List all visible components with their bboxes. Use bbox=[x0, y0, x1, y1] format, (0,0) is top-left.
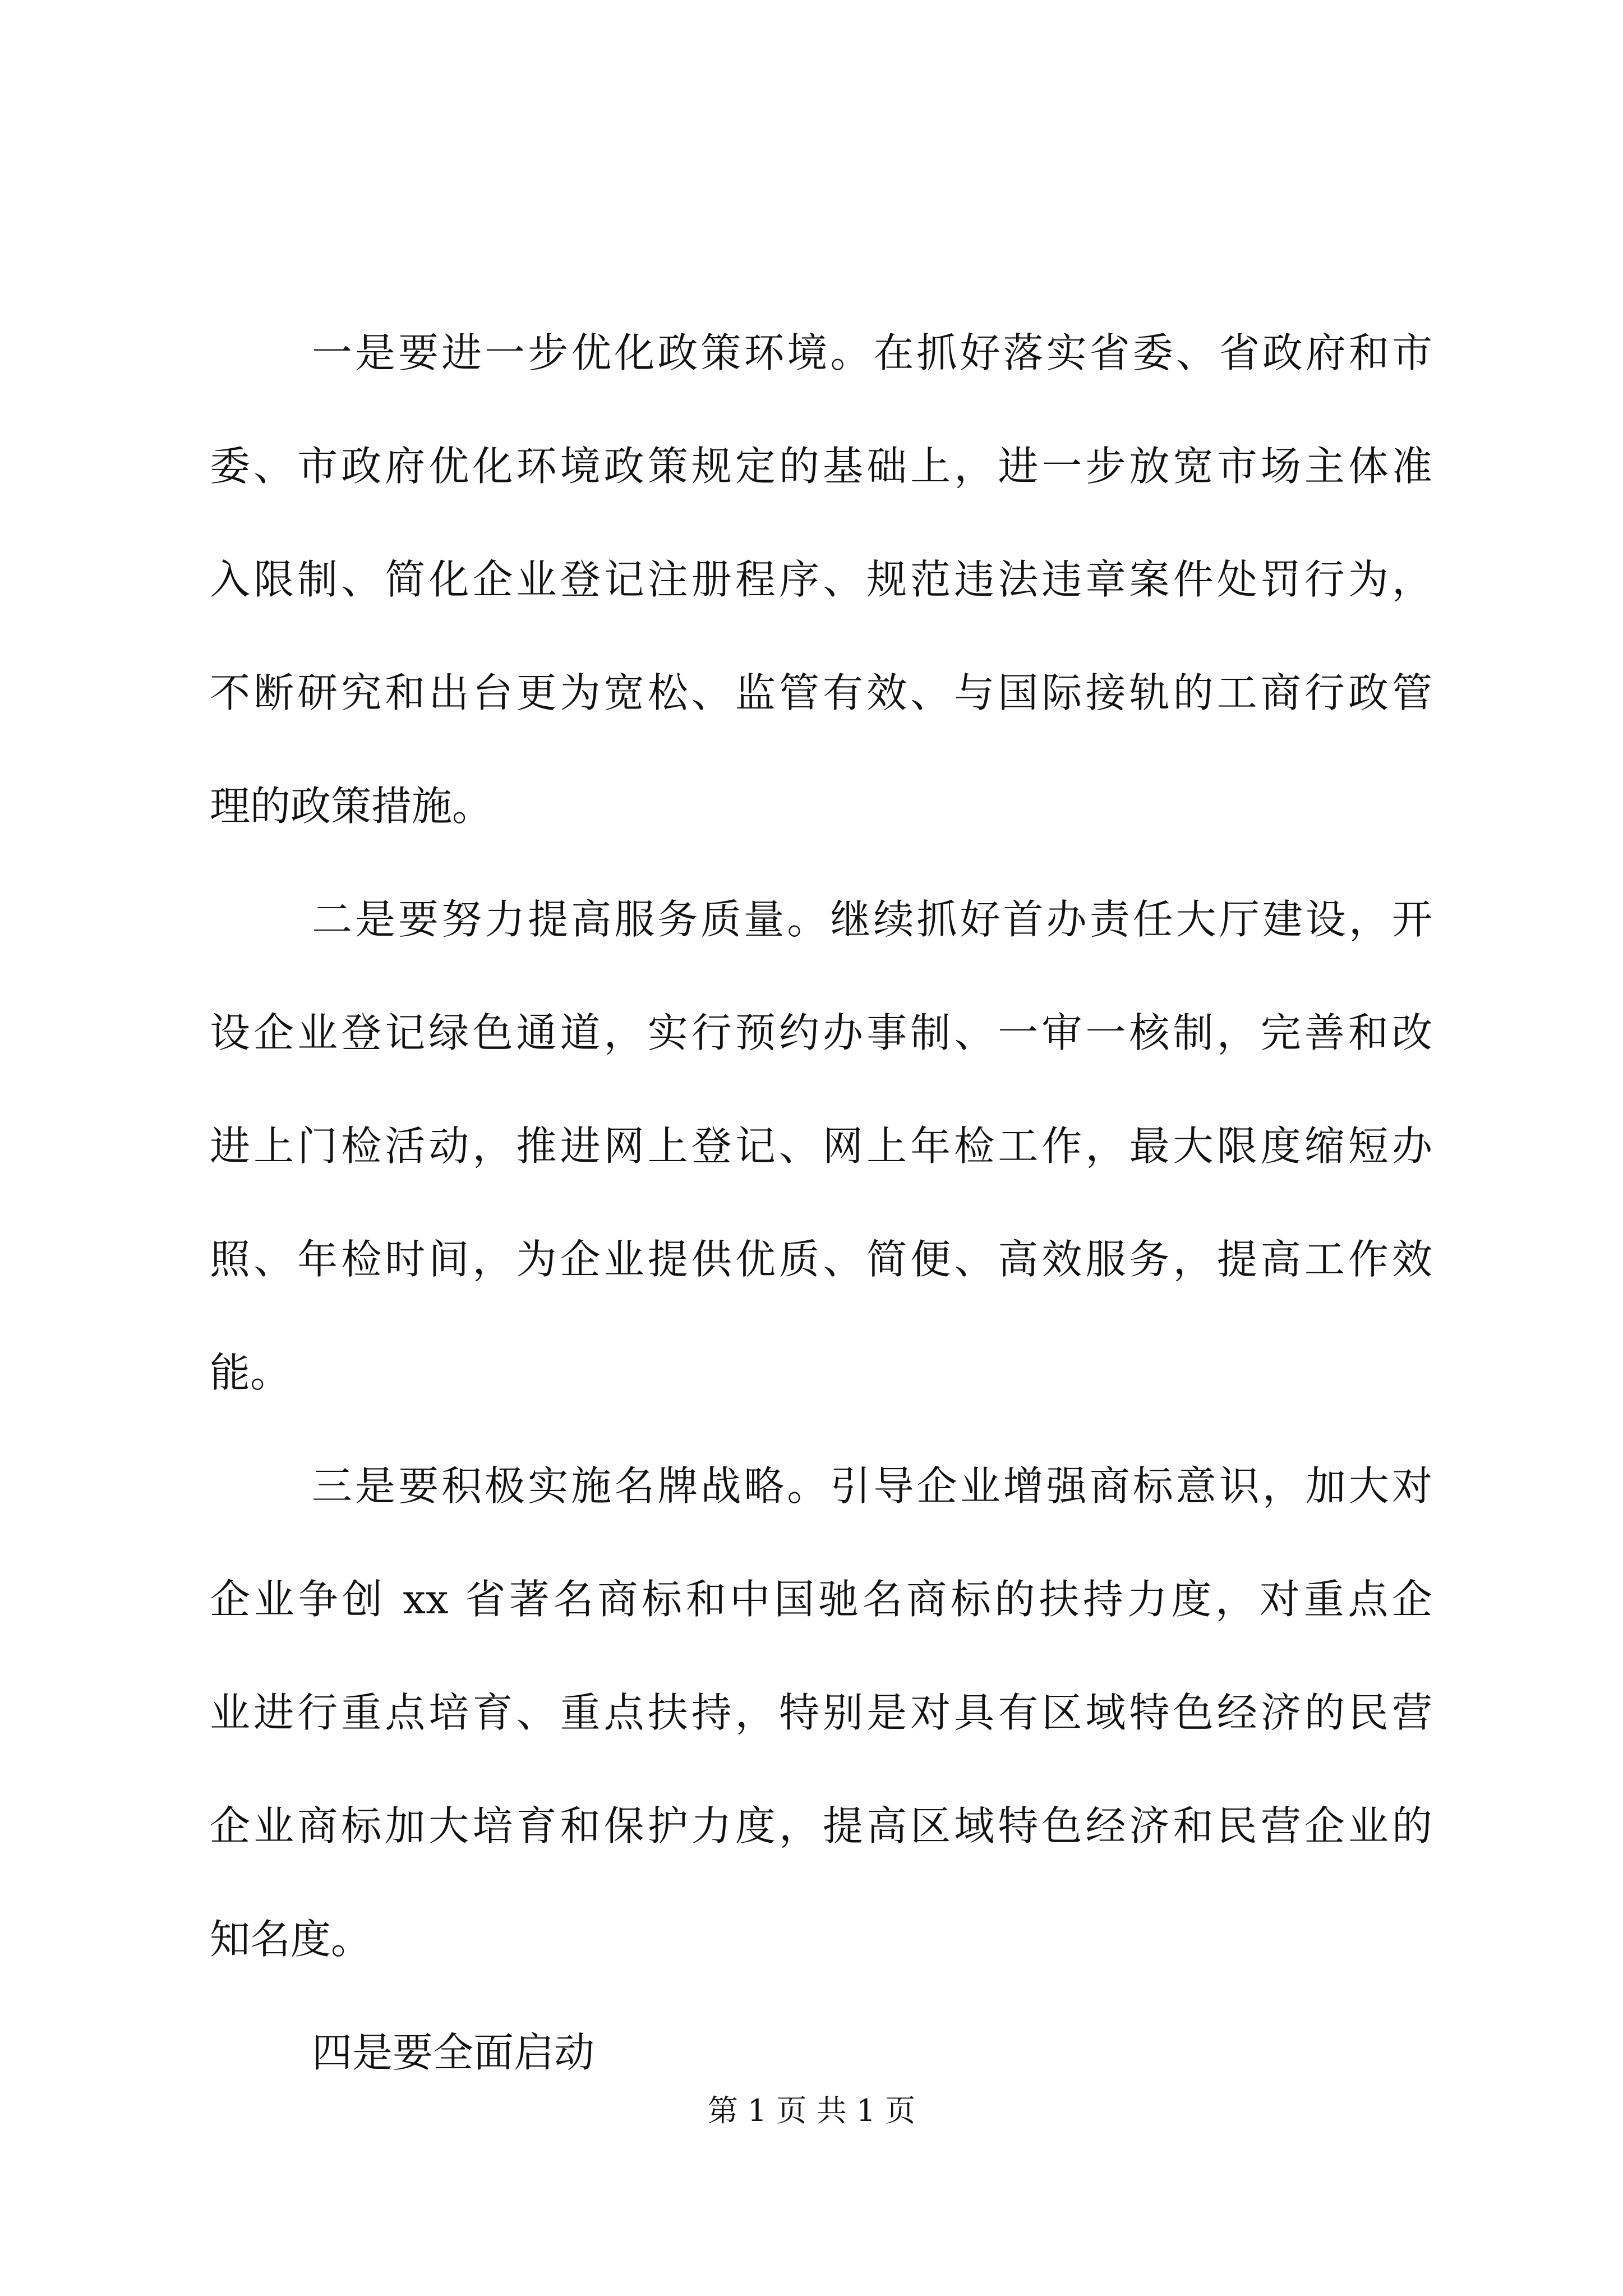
page-number-footer: 第 1 页 共 1 页 bbox=[707, 2093, 916, 2128]
paragraph-line: 企业商标加大培育和保护力度，提高区域特色经济和民营企业的 bbox=[210, 1802, 1432, 1849]
paragraph-line: 业进行重点培育、重点扶持，特别是对具有区域特色经济的民营 bbox=[210, 1689, 1432, 1736]
paragraph-2 bbox=[210, 863, 1432, 1429]
paragraph-line: 知名度。 bbox=[210, 1916, 372, 1963]
paragraph-line: 三是要积极实施名牌战略。引导企业增强商标意识，加大对 bbox=[312, 1462, 1432, 1510]
document-body bbox=[210, 296, 1432, 2109]
paragraph-line: 照、年检时间，为企业提供优质、简便、高效服务，提高工作效 bbox=[210, 1236, 1432, 1283]
paragraph-line: 理的政策措施。 bbox=[210, 783, 493, 830]
paragraph-line: 企业争创 xx 省著名商标和中国驰名商标的扶持力度，对重点企 bbox=[210, 1576, 1432, 1623]
paragraph-line: 四是要全面启动 bbox=[312, 2029, 595, 2076]
paragraph-1 bbox=[210, 296, 1432, 863]
paragraph-3 bbox=[210, 1429, 1432, 1996]
paragraph-line: 二是要努力提高服务质量。继续抓好首办责任大厅建设，开 bbox=[312, 896, 1432, 943]
paragraph-line: 能。 bbox=[210, 1349, 291, 1396]
paragraph-line: 一是要进一步优化政策环境。在抓好落实省委、省政府和市 bbox=[312, 329, 1432, 376]
paragraph-line: 委、市政府优化环境政策规定的基础上，进一步放宽市场主体准 bbox=[210, 443, 1432, 490]
paragraph-line: 设企业登记绿色通道，实行预约办事制、一审一核制，完善和改 bbox=[210, 1009, 1432, 1056]
paragraph-line: 不断研究和出台更为宽松、监管有效、与国际接轨的工商行政管 bbox=[210, 669, 1432, 716]
paragraph-line: 入限制、简化企业登记注册程序、规范违法违章案件处罚行为， bbox=[210, 556, 1432, 603]
paragraph-line: 进上门检活动，推进网上登记、网上年检工作，最大限度缩短办 bbox=[210, 1122, 1432, 1170]
